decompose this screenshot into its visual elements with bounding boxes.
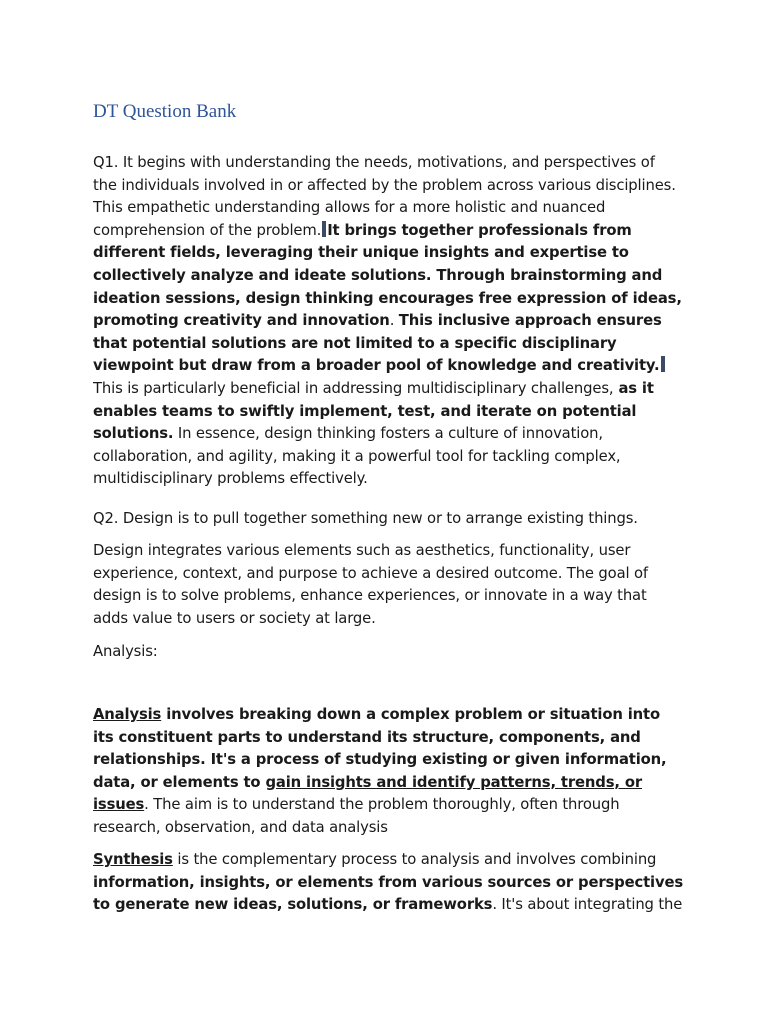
analysis-label-paragraph bbox=[93, 641, 683, 664]
q1-sentence-6: as it enables teams to swiftly implement, test, and iterate on potential solutions. bbox=[93, 379, 654, 443]
q1-sentence-2: It brings together professionals from different fields, leveraging their unique insights and expertise to collectively analyze and ideate solutions. Through brainstorming and ideation sessions, design thinking encourages free expression of ideas, promoting creativity and innovation bbox=[93, 221, 682, 330]
q1-sentence-4: This inclusive approach ensures that potential solutions are not limited to a specific disciplinary viewpoint but draw from a broader pool of knowledge and creativity. bbox=[93, 312, 662, 375]
q1-sentence-1: Q1. It begins with understanding the needs, motivations, and perspectives of the individuals involved in or affected by the problem across various disciplines. This empathetic understanding allows for a more holistic and nuanced comprehension of the problem. bbox=[93, 154, 676, 239]
analysis-label: Analysis: bbox=[93, 643, 158, 660]
q1-sentence-3: . bbox=[389, 312, 399, 330]
synthesis-paragraph bbox=[93, 849, 683, 917]
analysis-paragraph bbox=[93, 704, 683, 840]
synthesis-term: Synthesis bbox=[93, 851, 173, 868]
q1-sentence-7: In essence, design thinking fosters a culture of innovation, collaboration, and agility, making it a powerful tool for tackling complex, multidisciplinary problems effectively. bbox=[93, 425, 621, 488]
synthesis-sentence-3: . It's about integrating the bbox=[492, 896, 683, 914]
text-cursor-marker bbox=[661, 356, 665, 372]
analysis-sentence-3: . The aim is to understand the problem thoroughly, often through research, observation, and data analysis bbox=[93, 796, 620, 836]
analysis-highlight: gain insights and identify patterns, trends, or issues bbox=[93, 773, 642, 814]
document-title: DT Question Bank bbox=[93, 101, 237, 122]
text-cursor-marker bbox=[322, 221, 326, 237]
q2-intro-text: Q2. Design is to pull together something new or to arrange existing things. bbox=[93, 510, 638, 527]
q2-description-text: Design integrates various elements such as aesthetics, functionality, user experience, context, and purpose to achieve a desired outcome. The goal of design is to solve problems, enhance experiences, or innovate in a way that adds value to users or society at large. bbox=[93, 542, 648, 627]
q1-answer-paragraph bbox=[93, 152, 683, 491]
synthesis-sentence-2: information, insights, or elements from various sources or perspectives to generate new ideas, solutions, or frameworks bbox=[93, 873, 683, 914]
q2-intro-paragraph bbox=[93, 508, 683, 531]
synthesis-sentence-1: is the complementary process to analysis and involves combining bbox=[172, 851, 657, 868]
analysis-sentence-1: involves breaking down a complex problem or situation into its constituent parts to understand its structure, components, and relationships. It's a process of studying existing or given information, data, or elements to bbox=[93, 706, 667, 791]
q1-sentence-5: This is particularly beneficial in addressing multidisciplinary challenges, bbox=[93, 379, 614, 397]
q2-description-paragraph bbox=[93, 540, 683, 630]
analysis-term: Analysis bbox=[93, 706, 162, 723]
